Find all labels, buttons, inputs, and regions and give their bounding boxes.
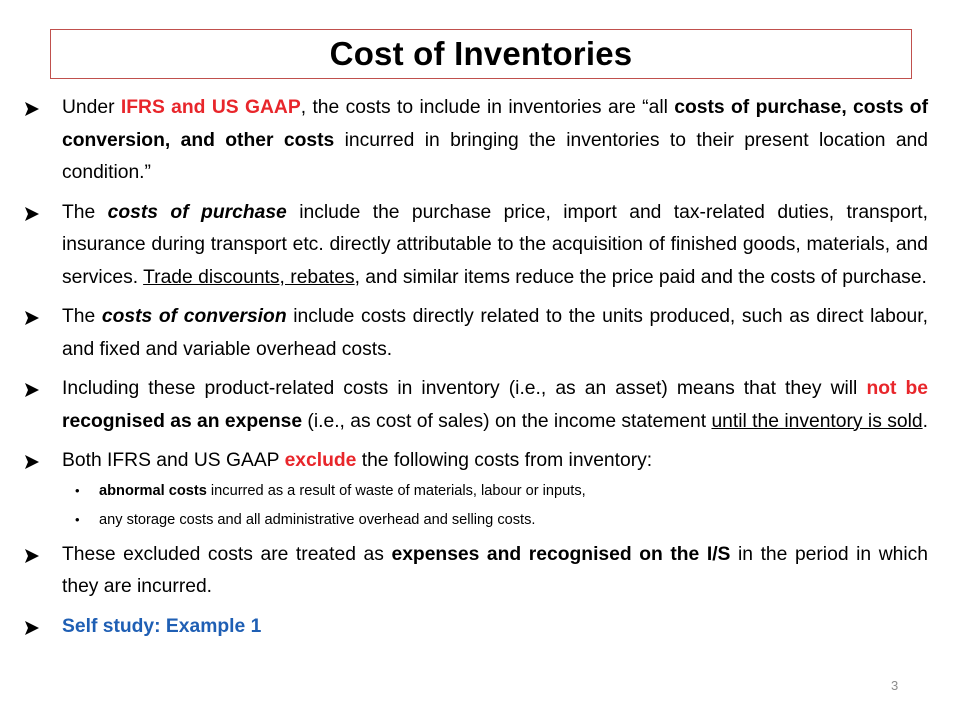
sub-bullet-storage-costs: • any storage costs and all administrative overhead and selling costs. — [75, 511, 536, 528]
bullet-costs-of-conversion: The costs of conversion include costs directly related to the units produced, such as direct labour, and fixed and variable overhead costs. — [24, 301, 928, 366]
bullet-ifrs-gaap: Under IFRS and US GAAP, the costs to include in inventories are “all costs of purchase, costs of conversion, and other costs incurred in bringing the inventories to their present location and condition.” — [24, 92, 928, 190]
arrow-bullet-icon — [24, 620, 40, 636]
bullet-excluded-costs: These excluded costs are treated as expenses and recognised on the I/S in the period in which they are incurred. — [24, 539, 928, 604]
bullet-self-study: Self study: Example 1 — [24, 611, 928, 644]
sub-bullet-abnormal-costs: • abnormal costs incurred as a result of waste of materials, labour or inputs, — [75, 482, 586, 499]
arrow-bullet-icon — [24, 382, 40, 398]
arrow-bullet-icon — [24, 548, 40, 564]
arrow-bullet-icon — [24, 454, 40, 470]
arrow-bullet-icon — [24, 101, 40, 117]
slide-title: Cost of Inventories — [329, 35, 633, 72]
page-number: 3 — [891, 678, 899, 693]
title-box — [50, 29, 912, 79]
bullet-costs-of-purchase: The costs of purchase include the purchase price, import and tax-related duties, transport, insurance during transport etc. directly attributable to the acquisition of finished goods, materials, and services. Trade discounts, rebates, and similar items reduce the price paid and the costs of purchase. — [24, 197, 928, 295]
arrow-bullet-icon — [24, 206, 40, 222]
bullet-exclusions: Both IFRS and US GAAP exclude the following costs from inventory: — [24, 445, 928, 478]
arrow-bullet-icon — [24, 310, 40, 326]
bullet-product-related-costs: Including these product-related costs in inventory (i.e., as an asset) means that they will not be recognised as an expense (i.e., as cost of sales) on the income statement until the inventory is sold. — [24, 373, 928, 438]
dot-bullet-icon: • — [75, 511, 80, 527]
dot-bullet-icon: • — [75, 482, 80, 498]
slide-content — [24, 92, 928, 650]
